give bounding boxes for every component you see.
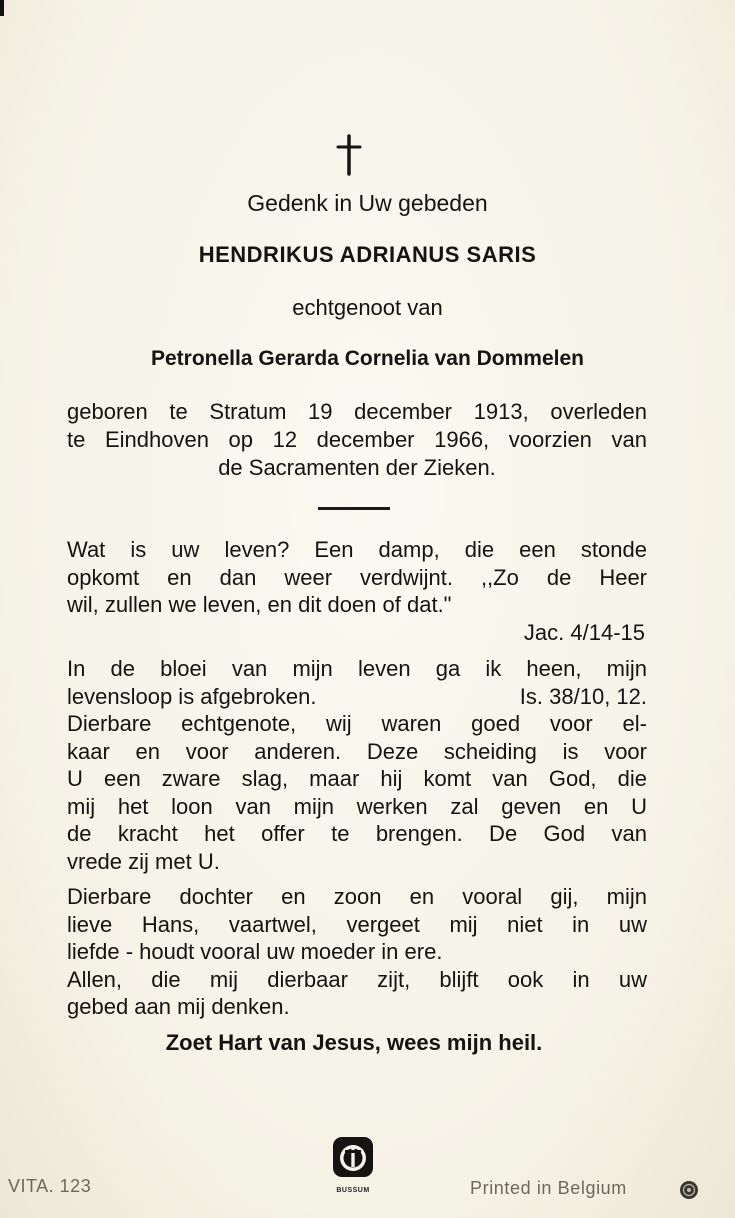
farewell-line: In de bloei van mijn leven ga ik heen, mijn [67,656,647,681]
scripture-quote [67,536,647,646]
quote-line: wil, zullen we leven, en dit doen of dat." [67,592,452,617]
quote-line: Wat is uw leven? Een damp, die een stonde [67,537,647,562]
farewell-line: vrede zij met U. [67,848,220,874]
farewell-line: lieve Hans, vaartwel, vergeet mij niet in uw [67,911,647,937]
farewell-reference: Is. 38/10, 12. [519,683,647,709]
farewell-line: Allen, die mij dierbaar zijt, blijft ook in uw [67,966,647,992]
logo-caption: BUSSUM [336,1187,370,1194]
farewell-line: U een zware slag, maar hij komt van God, die [67,766,647,791]
farewell-children [67,883,647,1021]
closing-prayer: Zoet Hart van Jesus, wees mijn heil. [165,1030,543,1055]
catalog-number: VITA. 123 [8,1176,92,1196]
intro-line: geboren te Stratum 19 december 1913, overleden [67,399,647,424]
remember-line: Gedenk in Uw gebeden [247,190,488,216]
farewell-line: mij het loon van mijn werken zal geven en U [67,793,647,819]
corner-mark [0,0,4,16]
cross-icon [332,134,366,176]
farewell-line: Dierbare dochter en zoon en vooral gij, mijn [67,884,647,909]
printer-seal-icon [679,1180,699,1200]
farewell-line [67,683,647,711]
farewell-line: gebed aan mij denken. [67,994,290,1019]
spouse-name: Petronella Gerarda Cornelia van Dommelen [151,347,584,370]
farewell-line: Dierbare echtgenote, wij waren goed voor el- [67,711,647,736]
farewell-line: de kracht het offer te brengen. De God van [67,821,647,846]
printed-in: Printed in Belgium [470,1178,627,1198]
mondial-logo-icon [332,1136,374,1178]
farewell-text: levensloop is afgebroken. [67,683,317,709]
spouse-label: echtgenoot van [292,295,443,320]
deceased-name: HENDRIKUS ADRIANUS SARIS [198,242,537,267]
intro-line: te Eindhoven op 12 december 1966, voorzien van [67,427,647,452]
quote-reference: Jac. 4/14-15 [523,619,645,645]
birth-death-text [67,398,647,482]
quote-line: opkomt en dan weer verdwijnt. ,,Zo de Heer [67,564,647,590]
farewell-spouse [67,655,647,875]
divider [318,507,390,510]
intro-line: de Sacramenten der Zieken. [218,455,496,480]
farewell-line: liefde - houdt vooral uw moeder in ere. [67,939,443,964]
farewell-line: kaar en voor anderen. Deze scheiding is voor [67,738,647,764]
